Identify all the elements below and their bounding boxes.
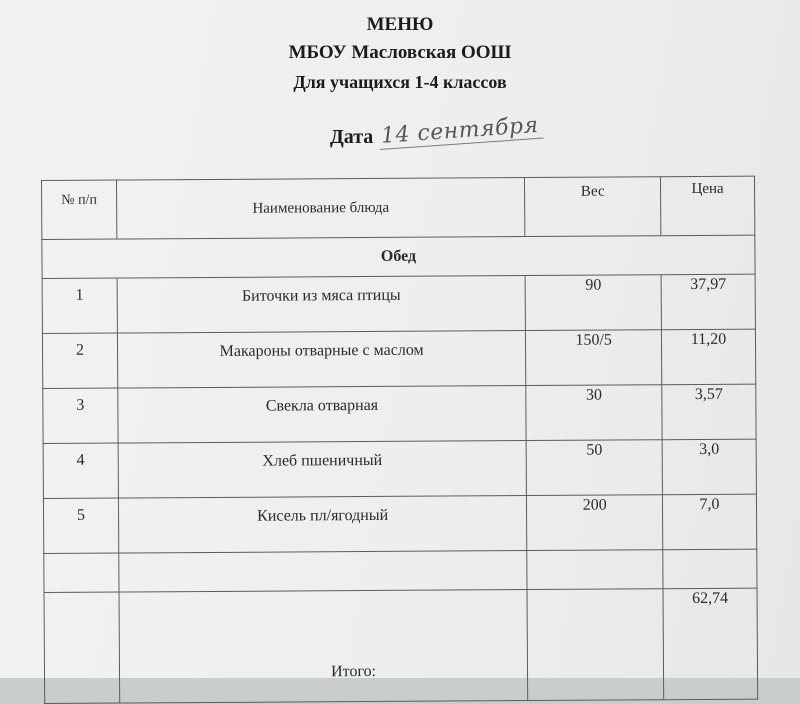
column-header-dish: Наименование блюда — [116, 178, 525, 239]
dish-weight: 200 — [527, 495, 663, 551]
row-number: 1 — [42, 278, 117, 333]
table-row — [42, 274, 755, 333]
empty-cell — [527, 550, 663, 590]
date-handwritten-value: 14 сентября — [378, 113, 543, 150]
row-number: 4 — [43, 443, 118, 498]
dish-weight: 150/5 — [526, 330, 662, 386]
dish-price: 3,0 — [662, 439, 756, 495]
empty-cell — [663, 549, 757, 589]
dish-name: Хлеб пшеничный — [118, 441, 527, 498]
table-row — [43, 384, 756, 443]
section-title: Обед — [42, 235, 755, 278]
table-row — [43, 439, 756, 498]
row-number: 2 — [42, 333, 117, 388]
empty-cell — [527, 589, 663, 701]
row-number: 5 — [43, 498, 118, 553]
date-line — [330, 112, 544, 150]
column-header-number: № п/п — [42, 180, 117, 239]
menu-table — [41, 176, 758, 704]
column-header-weight: Вес — [525, 177, 661, 237]
dish-weight: 50 — [526, 440, 662, 496]
table-row — [43, 494, 756, 553]
total-label: Итого: — [119, 590, 528, 703]
menu-title: МЕНЮ — [366, 14, 434, 35]
dish-weight: 30 — [526, 385, 662, 441]
dish-name: Свекла отварная — [118, 386, 527, 443]
table-row — [42, 329, 755, 388]
date-label: Дата — [330, 126, 374, 148]
total-price: 62,74 — [663, 588, 758, 700]
dish-name: Макароны отварные с маслом — [117, 331, 526, 388]
audience-line: Для учащихся 1-4 классов — [293, 72, 507, 92]
empty-cell — [119, 551, 528, 592]
dish-name: Биточки из мяса птицы — [117, 276, 526, 333]
total-row — [44, 588, 758, 703]
dish-weight: 90 — [525, 275, 661, 331]
table-header-row — [42, 176, 755, 239]
dish-price: 7,0 — [663, 494, 757, 550]
empty-cell — [44, 553, 119, 592]
dish-price: 11,20 — [662, 329, 756, 385]
school-name: МБОУ Масловская ООШ — [288, 42, 512, 63]
dish-price: 37,97 — [661, 274, 755, 330]
dish-price: 3,57 — [662, 384, 756, 440]
empty-cell — [44, 592, 120, 703]
column-header-price: Цена — [661, 176, 755, 236]
dish-name: Кисель пл/ягодный — [118, 496, 527, 553]
section-row — [42, 235, 755, 278]
row-number: 3 — [43, 388, 118, 443]
empty-row — [44, 549, 757, 592]
